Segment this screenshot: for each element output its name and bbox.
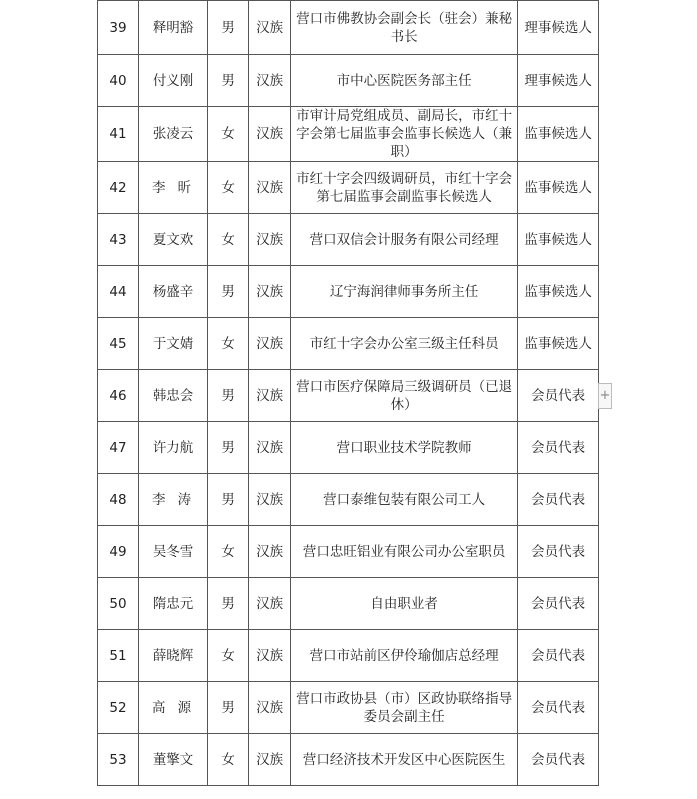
row-number-cell: 44 [98, 266, 139, 318]
candidate-table-body [98, 1, 599, 786]
ethnicity-cell: 汉族 [249, 734, 291, 786]
table-row [98, 526, 599, 578]
gender-cell: 男 [208, 1, 249, 55]
row-number-cell: 41 [98, 107, 139, 162]
table-row [98, 578, 599, 630]
person-name-cell: 隋忠元 [139, 578, 208, 630]
ethnicity-cell: 汉族 [249, 630, 291, 682]
ethnicity-cell: 汉族 [249, 474, 291, 526]
gender-cell: 女 [208, 318, 249, 370]
position-cell: 营口经济技术开发区中心医院医生 [291, 734, 518, 786]
position-cell: 市中心医院医务部主任 [291, 55, 518, 107]
gender-cell: 男 [208, 422, 249, 474]
add-row-button[interactable]: + [598, 383, 612, 409]
person-name-cell: 于文婧 [139, 318, 208, 370]
gender-cell: 男 [208, 578, 249, 630]
person-name-cell: 释明豁 [139, 1, 208, 55]
gender-cell: 女 [208, 214, 249, 266]
position-cell: 营口职业技术学院教师 [291, 422, 518, 474]
row-number-cell: 40 [98, 55, 139, 107]
row-number-cell: 49 [98, 526, 139, 578]
row-number-cell: 46 [98, 370, 139, 422]
position-cell: 营口忠旺铝业有限公司办公室职员 [291, 526, 518, 578]
ethnicity-cell: 汉族 [249, 422, 291, 474]
row-number-cell: 48 [98, 474, 139, 526]
gender-cell: 男 [208, 682, 249, 734]
position-cell: 市红十字会四级调研员，市红十字会第七届监事会副监事长候选人 [291, 162, 518, 214]
table-row [98, 630, 599, 682]
ethnicity-cell: 汉族 [249, 107, 291, 162]
candidate-role-cell: 监事候选人 [518, 318, 599, 370]
person-name-cell: 付义刚 [139, 55, 208, 107]
ethnicity-cell: 汉族 [249, 682, 291, 734]
table-row [98, 370, 599, 422]
position-cell: 营口市医疗保障局三级调研员（已退休） [291, 370, 518, 422]
table-row [98, 1, 599, 55]
candidate-table [97, 0, 599, 786]
table-row [98, 474, 599, 526]
person-name-cell: 高源 [139, 682, 208, 734]
table-row [98, 107, 599, 162]
ethnicity-cell: 汉族 [249, 266, 291, 318]
gender-cell: 女 [208, 526, 249, 578]
row-number-cell: 53 [98, 734, 139, 786]
person-name-cell: 张凌云 [139, 107, 208, 162]
candidate-role-cell: 会员代表 [518, 422, 599, 474]
person-name-cell: 韩忠会 [139, 370, 208, 422]
person-name-cell: 杨盛辛 [139, 266, 208, 318]
table-row [98, 682, 599, 734]
ethnicity-cell: 汉族 [249, 318, 291, 370]
row-number-cell: 52 [98, 682, 139, 734]
candidate-role-cell: 会员代表 [518, 370, 599, 422]
person-name-cell: 李涛 [139, 474, 208, 526]
gender-cell: 男 [208, 474, 249, 526]
ethnicity-cell: 汉族 [249, 1, 291, 55]
row-number-cell: 39 [98, 1, 139, 55]
table-row [98, 162, 599, 214]
row-number-cell: 43 [98, 214, 139, 266]
person-name-cell: 许力航 [139, 422, 208, 474]
gender-cell: 男 [208, 55, 249, 107]
ethnicity-cell: 汉族 [249, 526, 291, 578]
person-name-cell: 薛晓辉 [139, 630, 208, 682]
position-cell: 营口泰维包装有限公司工人 [291, 474, 518, 526]
ethnicity-cell: 汉族 [249, 214, 291, 266]
candidate-role-cell: 会员代表 [518, 474, 599, 526]
ethnicity-cell: 汉族 [249, 578, 291, 630]
person-name-cell: 李昕 [139, 162, 208, 214]
table-row [98, 55, 599, 107]
position-cell: 市红十字会办公室三级主任科员 [291, 318, 518, 370]
row-number-cell: 51 [98, 630, 139, 682]
candidate-role-cell: 会员代表 [518, 630, 599, 682]
position-cell: 自由职业者 [291, 578, 518, 630]
row-number-cell: 42 [98, 162, 139, 214]
person-name-cell: 夏文欢 [139, 214, 208, 266]
table-row [98, 318, 599, 370]
position-cell: 辽宁海润律师事务所主任 [291, 266, 518, 318]
table-row [98, 422, 599, 474]
person-name-cell: 吴冬雪 [139, 526, 208, 578]
candidate-role-cell: 会员代表 [518, 526, 599, 578]
person-name-cell: 董擎文 [139, 734, 208, 786]
ethnicity-cell: 汉族 [249, 370, 291, 422]
row-number-cell: 47 [98, 422, 139, 474]
position-cell: 营口市站前区伊伶瑜伽店总经理 [291, 630, 518, 682]
candidate-role-cell: 监事候选人 [518, 107, 599, 162]
row-number-cell: 45 [98, 318, 139, 370]
gender-cell: 女 [208, 107, 249, 162]
gender-cell: 女 [208, 734, 249, 786]
row-number-cell: 50 [98, 578, 139, 630]
position-cell: 营口市政协县（市）区政协联络指导委员会副主任 [291, 682, 518, 734]
candidate-role-cell: 理事候选人 [518, 1, 599, 55]
candidate-role-cell: 监事候选人 [518, 214, 599, 266]
candidate-role-cell: 监事候选人 [518, 266, 599, 318]
table-row [98, 734, 599, 786]
ethnicity-cell: 汉族 [249, 55, 291, 107]
gender-cell: 男 [208, 266, 249, 318]
position-cell: 营口市佛教协会副会长（驻会）兼秘书长 [291, 1, 518, 55]
position-cell: 市审计局党组成员、副局长，市红十字会第七届监事会监事长候选人（兼职） [291, 107, 518, 162]
table-row [98, 214, 599, 266]
gender-cell: 女 [208, 630, 249, 682]
candidate-role-cell: 监事候选人 [518, 162, 599, 214]
candidate-role-cell: 会员代表 [518, 578, 599, 630]
position-cell: 营口双信会计服务有限公司经理 [291, 214, 518, 266]
candidate-role-cell: 会员代表 [518, 682, 599, 734]
candidate-role-cell: 理事候选人 [518, 55, 599, 107]
gender-cell: 女 [208, 162, 249, 214]
gender-cell: 男 [208, 370, 249, 422]
table-row [98, 266, 599, 318]
candidate-role-cell: 会员代表 [518, 734, 599, 786]
ethnicity-cell: 汉族 [249, 162, 291, 214]
